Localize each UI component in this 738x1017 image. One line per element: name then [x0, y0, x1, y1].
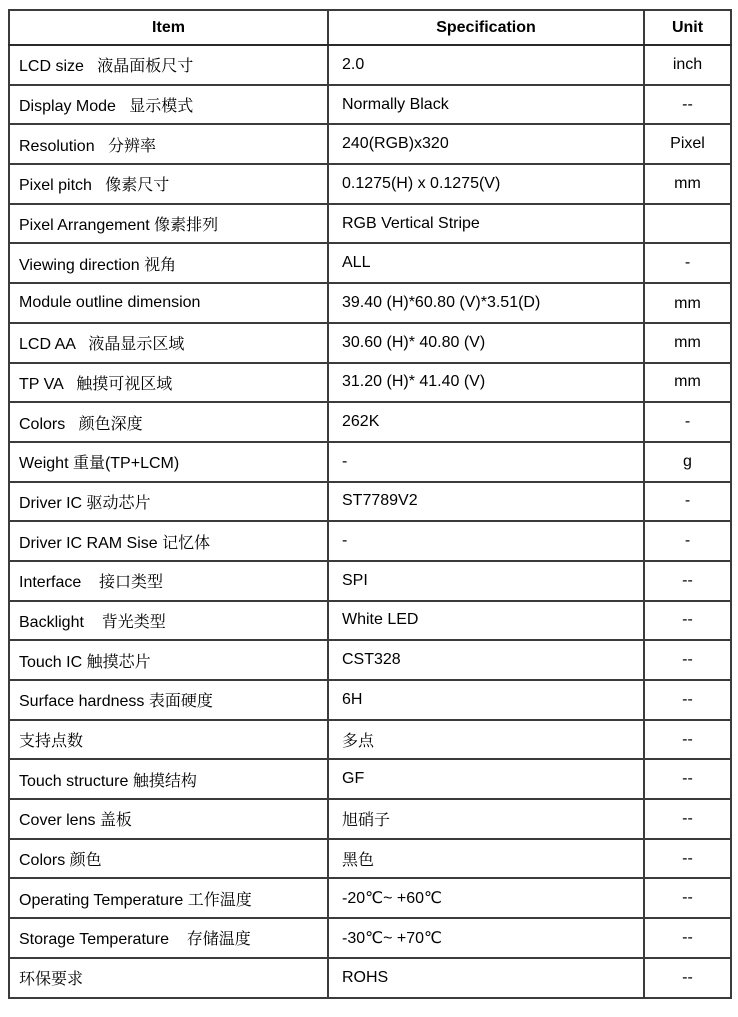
unit-cell — [644, 204, 731, 244]
header-row — [9, 10, 731, 45]
table-row — [9, 283, 731, 323]
unit-cell: -- — [644, 85, 731, 125]
item-cell: Backlight 背光类型 — [9, 601, 328, 641]
item-cell: Resolution 分辨率 — [9, 124, 328, 164]
item-cell: Viewing direction 视角 — [9, 243, 328, 283]
table-row — [9, 442, 731, 482]
spec-cell: Normally Black — [328, 85, 644, 125]
item-cell: Interface 接口类型 — [9, 561, 328, 601]
item-cell: Operating Temperature 工作温度 — [9, 878, 328, 918]
item-cell: Module outline dimension — [9, 283, 328, 323]
spec-cell: -30℃~ +70℃ — [328, 918, 644, 958]
unit-cell: -- — [644, 839, 731, 879]
table-row — [9, 918, 731, 958]
table-header — [9, 10, 731, 45]
unit-cell: - — [644, 521, 731, 561]
spec-cell: 240(RGB)x320 — [328, 124, 644, 164]
table-row — [9, 402, 731, 442]
table-row — [9, 561, 731, 601]
item-cell: Touch IC 触摸芯片 — [9, 640, 328, 680]
item-cell: Cover lens 盖板 — [9, 799, 328, 839]
item-cell: LCD AA 液晶显示区域 — [9, 323, 328, 363]
spec-cell: RGB Vertical Stripe — [328, 204, 644, 244]
table-row — [9, 680, 731, 720]
item-cell: Pixel pitch 像素尺寸 — [9, 164, 328, 204]
header-item: Item — [9, 10, 328, 45]
spec-cell: White LED — [328, 601, 644, 641]
table-row — [9, 204, 731, 244]
spec-cell: - — [328, 442, 644, 482]
table-row — [9, 958, 731, 998]
header-specification: Specification — [328, 10, 644, 45]
table-row — [9, 799, 731, 839]
table-row — [9, 759, 731, 799]
unit-cell: - — [644, 243, 731, 283]
item-cell: Driver IC RAM Sise 记忆体 — [9, 521, 328, 561]
unit-cell: -- — [644, 561, 731, 601]
table-row — [9, 124, 731, 164]
unit-cell: - — [644, 482, 731, 522]
table-row — [9, 601, 731, 641]
item-cell: Weight 重量(TP+LCM) — [9, 442, 328, 482]
unit-cell: -- — [644, 640, 731, 680]
spec-table — [8, 9, 732, 999]
spec-cell: 0.1275(H) x 0.1275(V) — [328, 164, 644, 204]
table-row — [9, 45, 731, 85]
unit-cell: - — [644, 402, 731, 442]
unit-cell: mm — [644, 363, 731, 403]
unit-cell: inch — [644, 45, 731, 85]
table-row — [9, 85, 731, 125]
spec-cell: 旭硝子 — [328, 799, 644, 839]
unit-cell: -- — [644, 720, 731, 760]
spec-cell: CST328 — [328, 640, 644, 680]
spec-cell: ALL — [328, 243, 644, 283]
spec-cell: GF — [328, 759, 644, 799]
unit-cell: -- — [644, 759, 731, 799]
unit-cell: mm — [644, 164, 731, 204]
item-cell: TP VA 触摸可视区域 — [9, 363, 328, 403]
spec-cell: - — [328, 521, 644, 561]
unit-cell: -- — [644, 878, 731, 918]
table-row — [9, 482, 731, 522]
item-cell: 环保要求 — [9, 958, 328, 998]
table-row — [9, 243, 731, 283]
table-row — [9, 164, 731, 204]
table-row — [9, 363, 731, 403]
item-cell: Colors 颜色 — [9, 839, 328, 879]
spec-cell: 6H — [328, 680, 644, 720]
item-cell: Display Mode 显示模式 — [9, 85, 328, 125]
unit-cell: Pixel — [644, 124, 731, 164]
unit-cell: mm — [644, 283, 731, 323]
item-cell: Colors 颜色深度 — [9, 402, 328, 442]
item-cell: Storage Temperature 存储温度 — [9, 918, 328, 958]
table-row — [9, 878, 731, 918]
spec-cell: 黑色 — [328, 839, 644, 879]
spec-cell: 39.40 (H)*60.80 (V)*3.51(D) — [328, 283, 644, 323]
table-row — [9, 323, 731, 363]
spec-cell: 30.60 (H)* 40.80 (V) — [328, 323, 644, 363]
header-unit: Unit — [644, 10, 731, 45]
table-row — [9, 839, 731, 879]
item-cell: Driver IC 驱动芯片 — [9, 482, 328, 522]
spec-cell: 31.20 (H)* 41.40 (V) — [328, 363, 644, 403]
item-cell: Surface hardness 表面硬度 — [9, 680, 328, 720]
item-cell: 支持点数 — [9, 720, 328, 760]
unit-cell: -- — [644, 918, 731, 958]
spec-cell: ST7789V2 — [328, 482, 644, 522]
unit-cell: -- — [644, 680, 731, 720]
spec-table-body — [9, 45, 731, 998]
spec-cell: ROHS — [328, 958, 644, 998]
spec-cell: SPI — [328, 561, 644, 601]
spec-cell: 多点 — [328, 720, 644, 760]
unit-cell: g — [644, 442, 731, 482]
spec-cell: 2.0 — [328, 45, 644, 85]
unit-cell: -- — [644, 601, 731, 641]
unit-cell: -- — [644, 799, 731, 839]
unit-cell: -- — [644, 958, 731, 998]
unit-cell: mm — [644, 323, 731, 363]
spec-cell: 262K — [328, 402, 644, 442]
spec-cell: -20℃~ +60℃ — [328, 878, 644, 918]
table-row — [9, 640, 731, 680]
item-cell: Touch structure 触摸结构 — [9, 759, 328, 799]
table-row — [9, 521, 731, 561]
item-cell: Pixel Arrangement 像素排列 — [9, 204, 328, 244]
table-row — [9, 720, 731, 760]
item-cell: LCD size 液晶面板尺寸 — [9, 45, 328, 85]
